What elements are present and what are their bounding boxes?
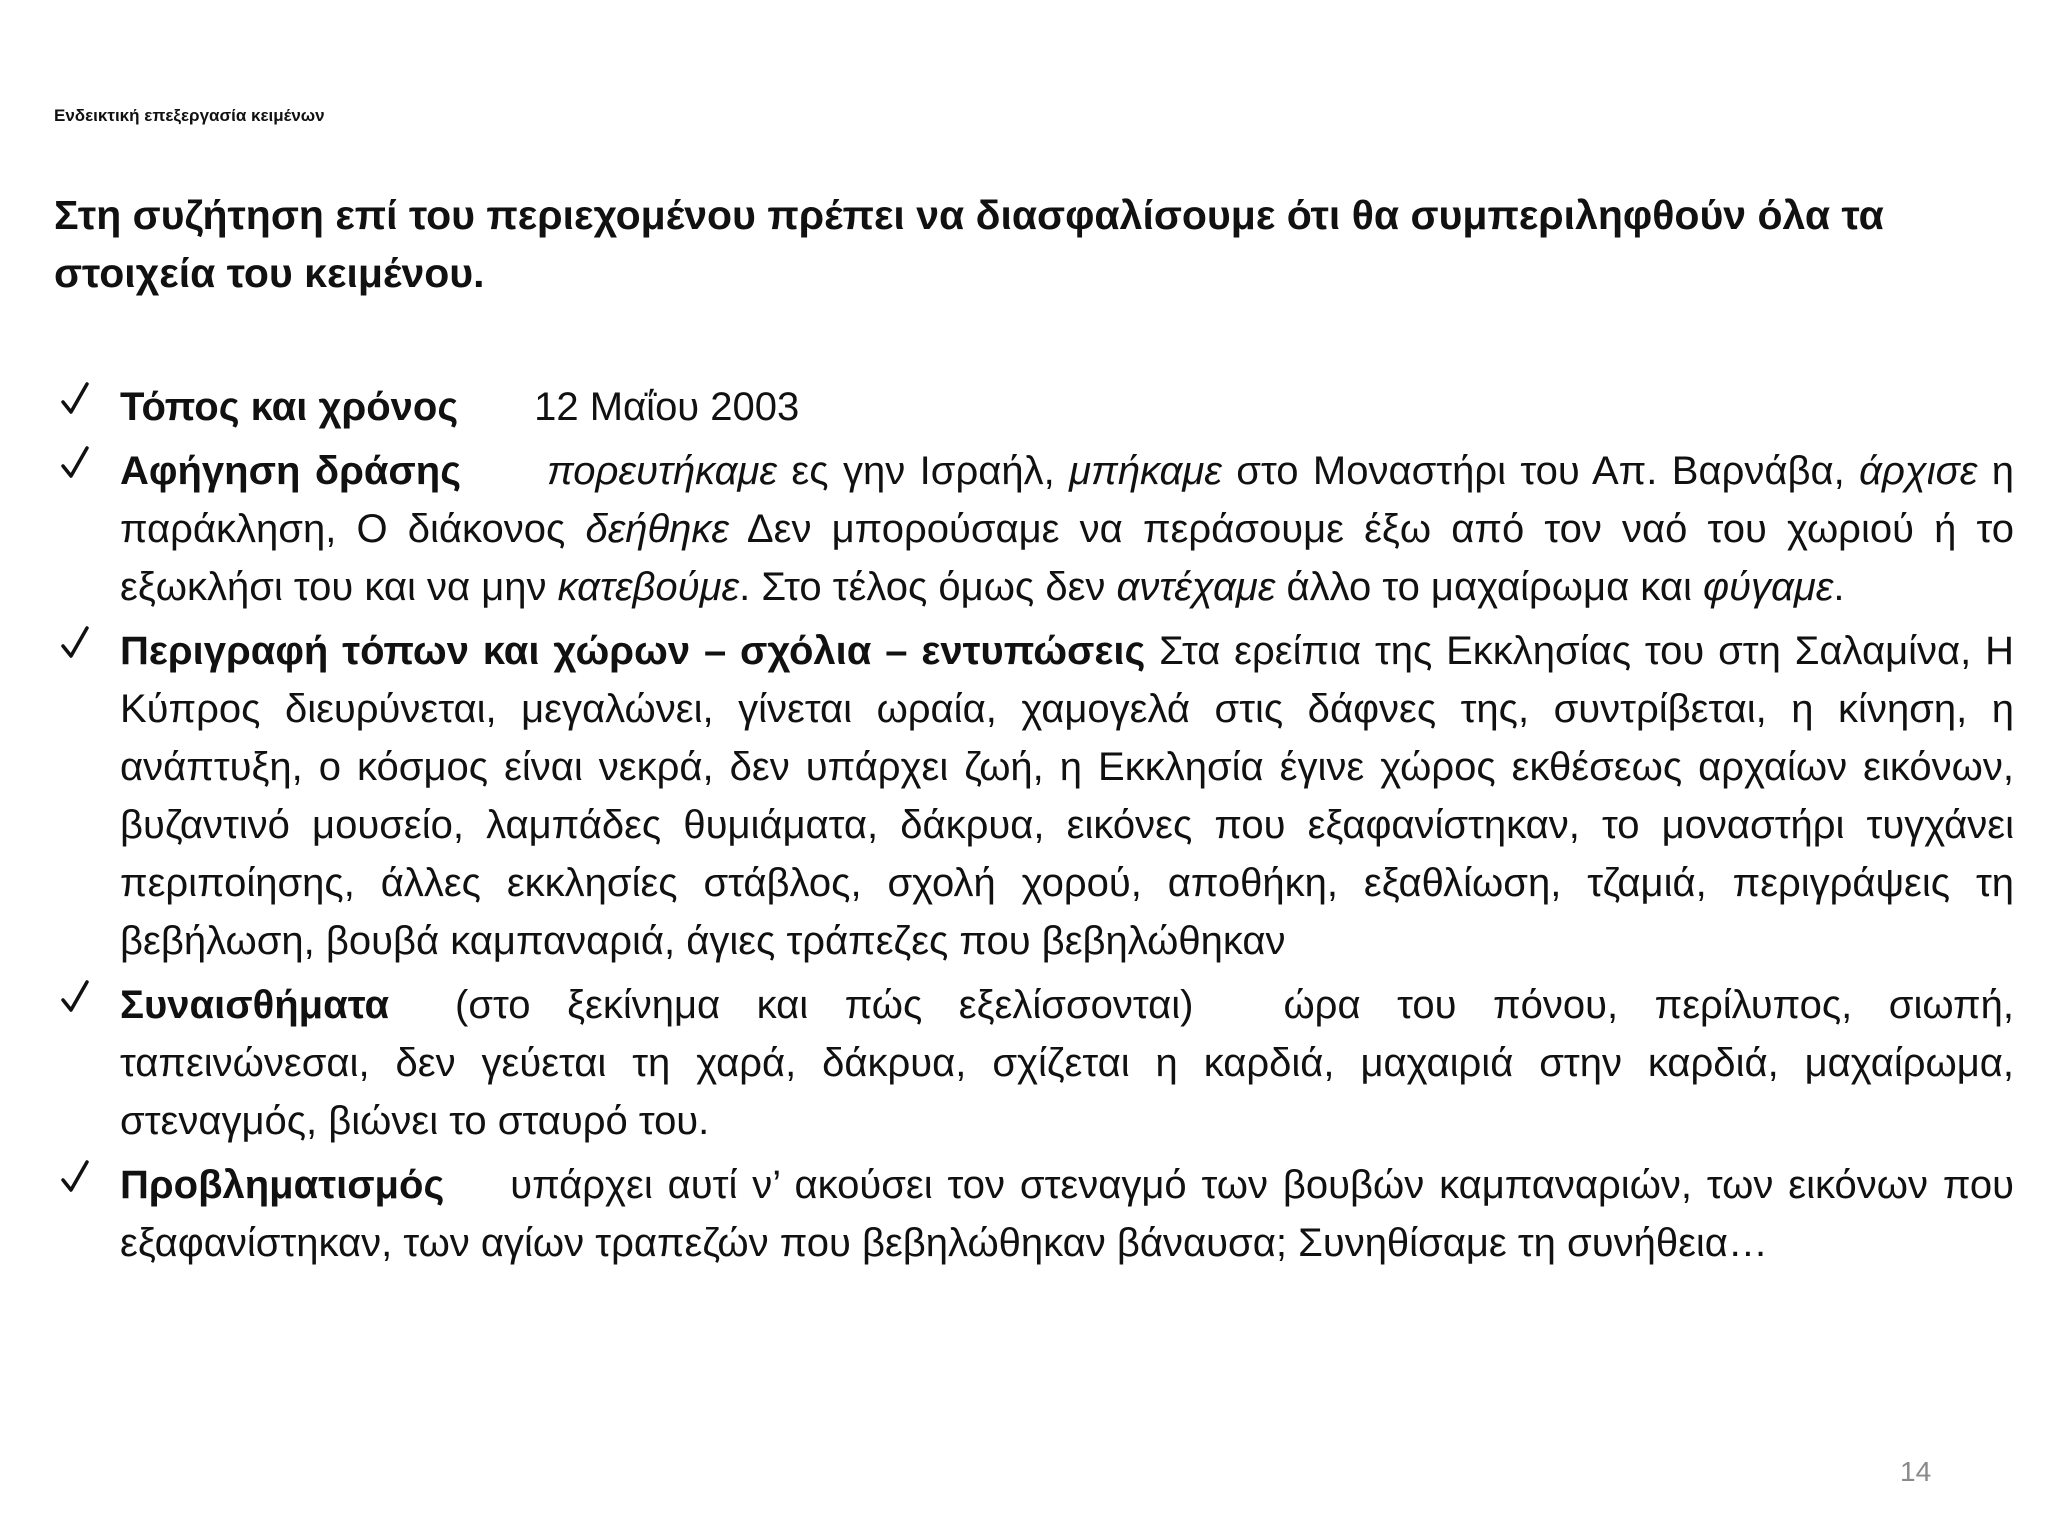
slide-number: 14 xyxy=(1900,1456,1932,1487)
item-text: στο Μοναστήρι του Απ. Βαρνάβα, xyxy=(1221,449,1860,493)
list-item-narration xyxy=(54,442,2014,616)
item-text: Στα ερείπια της Εκκλησίας του στη Σαλαμίνα, Η Κύπρος διευρύνεται, μεγαλώνει, γίνεται ωραία, χαμογελά στις δάφνες της, συντρίβεται, η κίνηση, η ανάπτυξη, ο κόσμος είναι νεκρά, δεν υπάρχει ζωή, η Εκκλησία έγινε χώρος εκθέσεως αρχαίων εικόνων, βυζαντινό μουσείο, λαμπάδες θυμιάματα, δάκρυα, εικόνες που εξαφανίστηκαν, το μοναστήρι τυγχάνει περιποίησης, άλλες εκκλησίες στάβλος, σχολή χορού, αποθήκη, εξαθλίωση, τζαμιά, περιγράψεις τη βεβήλωση, βουβά καμπαναριά, άγιες τράπεζες που βεβηλώθηκαν xyxy=(120,629,2014,963)
item-text: ώρα του πόνου, περίλυπος, σιωπή, ταπεινώνεσαι, δεν γεύεται τη χαρά, δάκρυα, σχίζεται η καρδιά, μαχαιριά στην καρδιά, μαχαίρωμα, στεναγμός, βιώνει το σταυρό του. xyxy=(120,983,2014,1143)
item-label: Τόπος και χρόνος xyxy=(120,385,459,429)
checkmark-icon xyxy=(60,978,90,1018)
list-item-emotions xyxy=(54,976,2014,1150)
item-text: υπάρχει αυτί ν’ ακούσει τον στεναγμό των βουβών καμπαναριών, των εικόνων που εξαφανίστηκαν, των αγίων τραπεζών που βεβηλώθηκαν βάναυσα; Συνηθίσαμε τη συνήθεια… xyxy=(120,1163,2014,1265)
item-text-italic: αντέχαμε xyxy=(1116,565,1276,609)
item-note: (στο ξεκίνημα και πώς εξελίσσονται) xyxy=(455,983,1194,1027)
item-text-italic: φύγαμε xyxy=(1702,565,1834,609)
checkmark-icon xyxy=(60,380,90,420)
item-label: Περιγραφή τόπων και χώρων – σχόλια – εντυπώσεις xyxy=(120,629,1146,673)
checkmark-icon xyxy=(60,444,90,484)
item-text: . xyxy=(1833,565,1845,609)
list-item-reflection xyxy=(54,1156,2014,1272)
item-text: ες γην Ισραήλ, xyxy=(777,449,1070,493)
item-text-italic: δεήθηκε xyxy=(585,507,729,551)
item-text-italic: άρχισε xyxy=(1859,449,1978,493)
list-item-place-time xyxy=(54,378,2014,436)
slide-small-title: Ενδεικτική επεξεργασία κειμένων xyxy=(54,106,325,125)
checklist xyxy=(54,378,2014,1278)
item-text-italic: κατεβούμε xyxy=(557,565,740,609)
item-text: η παράκληση, Ο διάκονος xyxy=(120,449,2014,551)
item-text-italic: πορευτήκαμε xyxy=(547,449,777,493)
item-label: Συναισθήματα xyxy=(120,983,390,1027)
item-text: Δεν μπορούσαμε να περάσουμε έξω από τον ναό του χωριού ή το εξωκλήσι του και να μην xyxy=(120,507,2014,609)
checkmark-icon xyxy=(60,624,90,664)
item-text-italic: μπήκαμε xyxy=(1069,449,1222,493)
checkmark-icon xyxy=(60,1158,90,1198)
item-label: Προβληματισμός xyxy=(120,1163,445,1207)
item-text: 12 Μαΐου 2003 xyxy=(534,385,800,429)
item-label: Αφήγηση δράσης xyxy=(120,449,462,493)
item-text: . Στο τέλος όμως δεν xyxy=(739,565,1117,609)
item-text: άλλο το μαχαίρωμα και xyxy=(1275,565,1703,609)
list-item-description xyxy=(54,622,2014,970)
intro-paragraph: Στη συζήτηση επί του περιεχομένου πρέπει να διασφαλίσουμε ότι θα συμπεριληφθούν όλα τα στοιχεία του κειμένου. xyxy=(54,192,1884,296)
